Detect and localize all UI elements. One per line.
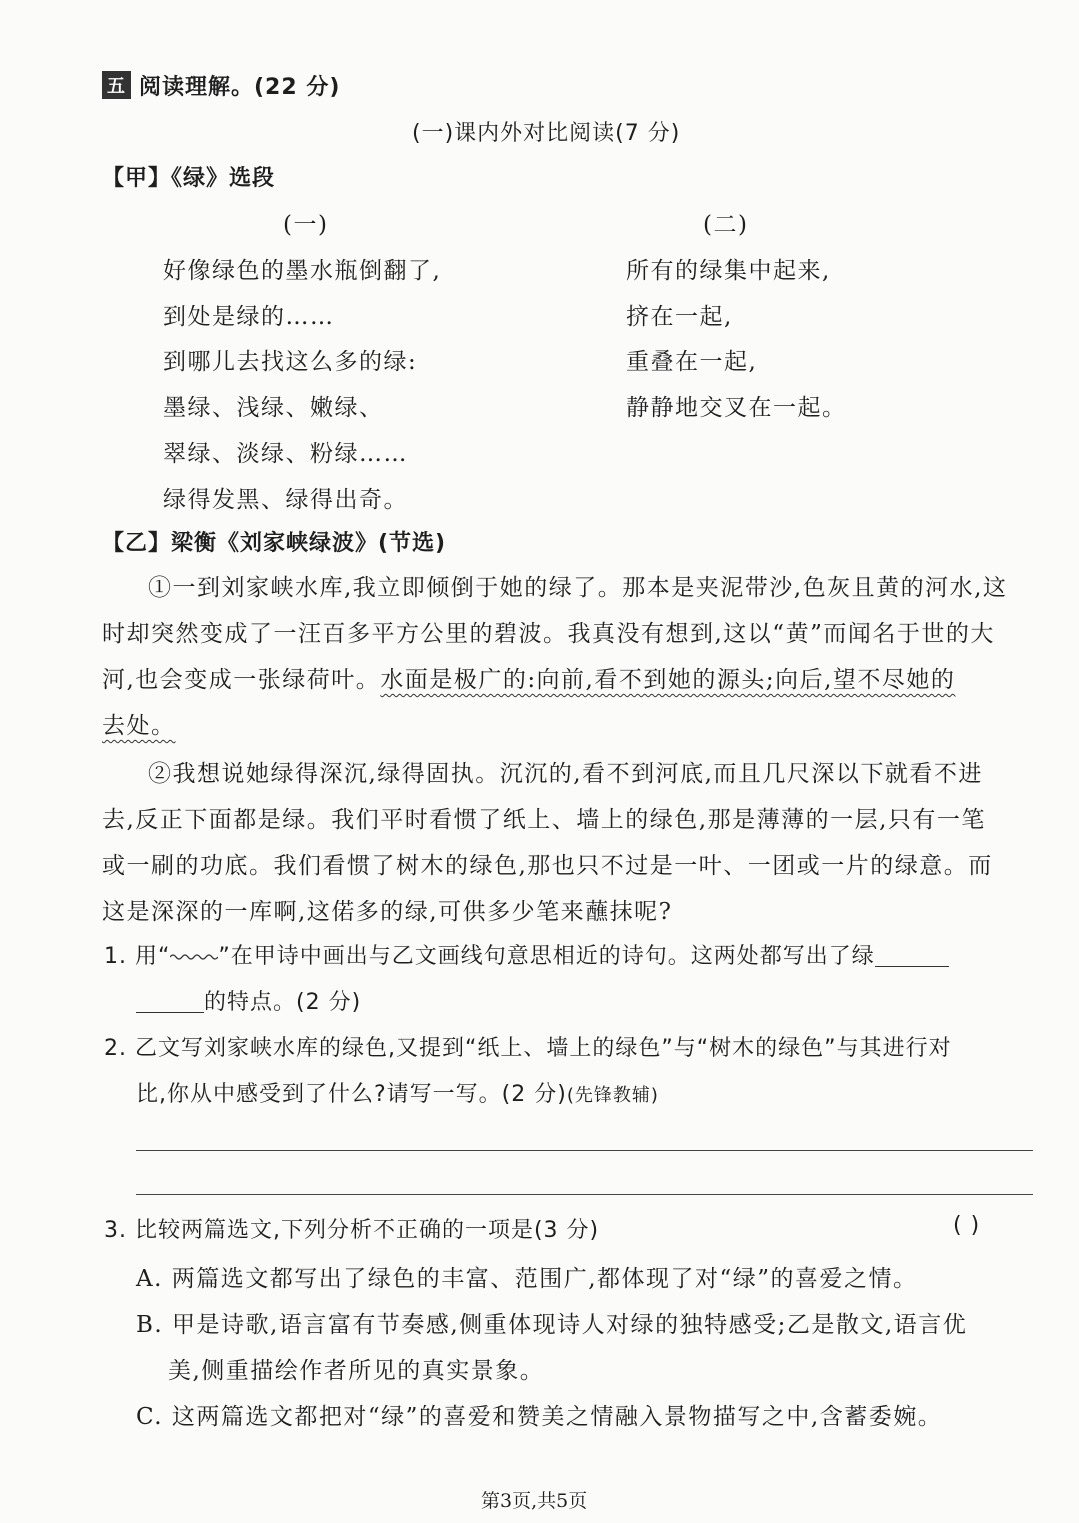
part-title: (一)课内外对比阅读(7 分) bbox=[412, 121, 681, 146]
q1-answer-blank[interactable] bbox=[875, 944, 949, 967]
passage-line bbox=[102, 707, 176, 740]
poem-col1-heading: (一) bbox=[283, 212, 329, 238]
underlined-sentence-end: 去处。 bbox=[102, 713, 176, 739]
q3-answer-bracket[interactable]: ( ) bbox=[953, 1213, 981, 1238]
section-header bbox=[102, 70, 340, 101]
question-1 bbox=[104, 939, 949, 970]
poem2-line: 挤在一起, bbox=[626, 304, 733, 330]
option-b-cont: 美,侧重描绘作者所见的真实景象。 bbox=[168, 1358, 545, 1384]
q1-text-b: ”在甲诗中画出与乙文画线句意思相近的诗句。这两处都写出了绿 bbox=[218, 944, 875, 969]
answer-line[interactable] bbox=[136, 1194, 1033, 1195]
poem1-line: 好像绿色的墨水瓶倒翻了, bbox=[163, 258, 442, 284]
poem2-line: 静静地交叉在一起。 bbox=[626, 395, 847, 421]
underlined-sentence: 水面是极广的:向前,看不到她的源头;向后,望不尽她的 bbox=[380, 667, 956, 693]
option-b: B. 甲是诗歌,语言富有节奏感,侧重体现诗人对绿的独特感受;乙是散文,语言优 bbox=[136, 1312, 968, 1338]
question-1-cont bbox=[136, 985, 361, 1016]
page-number: 第3页,共5页 bbox=[481, 1490, 588, 1512]
yi-label: 【乙】梁衡《刘家峡绿波》(节选) bbox=[102, 531, 447, 556]
poem-col2-heading: (二) bbox=[703, 212, 749, 238]
section-title: 阅读理解。(22 分) bbox=[139, 75, 341, 100]
poem1-line: 墨绿、浅绿、嫩绿、 bbox=[163, 395, 384, 421]
q1-text-a: 1. 用“ bbox=[104, 944, 171, 969]
question-3: 3. 比较两篇选文,下列分析不正确的一项是(3 分) bbox=[104, 1218, 600, 1243]
q1-text-c: 的特点。(2 分) bbox=[204, 990, 362, 1015]
option-a: A. 两篇选文都写出了绿色的丰富、范围广,都体现了对“绿”的喜爱之情。 bbox=[136, 1266, 918, 1292]
answer-line[interactable] bbox=[136, 1150, 1033, 1151]
q2-text: 比,你从中感受到了什么?请写一写。(2 分) bbox=[136, 1082, 567, 1107]
question-2-line2 bbox=[136, 1077, 659, 1108]
passage-line: 这是深深的一库啊,这偌多的绿,可供多少笔来蘸抹呢? bbox=[102, 899, 673, 925]
poem1-line: 绿得发黑、绿得出奇。 bbox=[163, 487, 408, 513]
passage-line: ②我想说她绿得深沉,绿得固执。沉沉的,看不到河底,而且几尺深以下就看不进 bbox=[148, 761, 983, 787]
q2-source: (先锋教辅) bbox=[566, 1085, 659, 1106]
passage-text: 河,也会变成一张绿荷叶。 bbox=[102, 667, 381, 693]
jia-label: 【甲】《绿》选段 bbox=[102, 166, 276, 191]
passage-line: 时却突然变成了一汪百多平方公里的碧波。我真没有想到,这以“黄”而闻名于世的大 bbox=[102, 621, 995, 647]
section-badge: 五 bbox=[102, 71, 131, 99]
poem1-line: 翠绿、淡绿、粉绿…… bbox=[163, 441, 408, 467]
passage-line bbox=[102, 661, 955, 694]
poem2-line: 重叠在一起, bbox=[626, 349, 758, 375]
question-2-line1: 2. 乙文写刘家峡水库的绿色,又提到“纸上、墙上的绿色”与“树木的绿色”与其进行对 bbox=[104, 1036, 952, 1061]
q1-answer-blank-cont[interactable] bbox=[136, 990, 204, 1013]
option-c: C. 这两篇选文都把对“绿”的喜爱和赞美之情融入景物描写之中,含蓄委婉。 bbox=[136, 1404, 943, 1430]
wavy-line-symbol bbox=[170, 942, 218, 967]
passage-line: 或一刷的功底。我们看惯了树木的绿色,那也只不过是一叶、一团或一片的绿意。而 bbox=[102, 853, 993, 879]
passage-line: 去,反正下面都是绿。我们平时看惯了纸上、墙上的绿色,那是薄薄的一层,只有一笔 bbox=[102, 807, 986, 833]
passage-line: ①一到刘家峡水库,我立即倾倒于她的绿了。那本是夹泥带沙,色灰且黄的河水,这 bbox=[148, 575, 1008, 601]
poem2-line: 所有的绿集中起来, bbox=[626, 258, 831, 284]
poem1-line: 到哪儿去找这么多的绿: bbox=[163, 349, 418, 375]
poem1-line: 到处是绿的…… bbox=[163, 304, 335, 330]
